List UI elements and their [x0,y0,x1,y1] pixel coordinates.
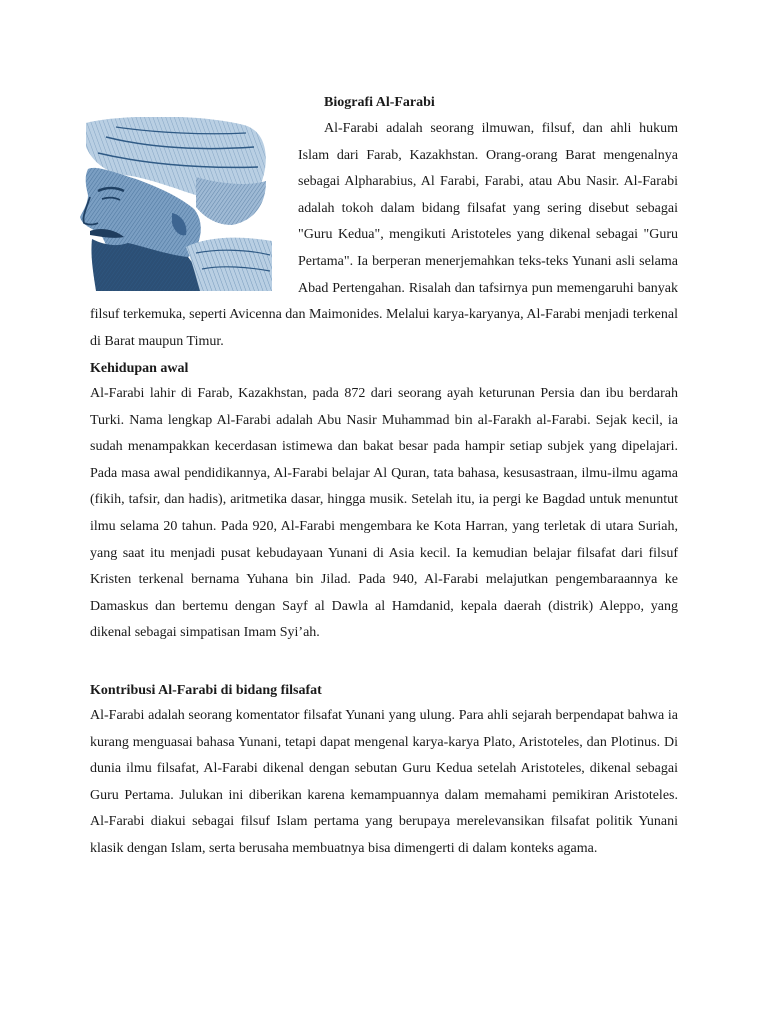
portrait-float-spacer [90,116,298,302]
intro-block [90,116,678,355]
intro-paragraph: Al-Farabi adalah seorang ilmuwan, filsuf, dan ahli hukum Islam dari Farab, Kazakhstan. Orang-orang Barat mengenalnya sebagai Alpharabius, Al Farabi, Farabi, atau Abu Nasir. Al-Farabi adalah tokoh dalam bidang filsafat yang sering disebut sebagai "Guru Kedua", mengikuti Aristoteles yang dikenal sebagai "Guru Pertama". Ia berperan menerjemahkan teks-teks Yunani asli selama Abad Pertengahan. Risalah dan tafsirnya pun memengaruhi banyak filsuf terkemuka, seperti Avicenna dan Maimonides. Melalui karya-karyanya, Al-Farabi menjadi terkenal di Barat maupun Timur. [90,121,678,349]
section-paragraph: Al-Farabi lahir di Farab, Kazakhstan, pada 872 dari seorang ayah keturunan Persia dan ibu berdarah Turki. Nama lengkap Al-Farabi adalah Abu Nasir Muhammad bin al-Farakh al-Farabi. Sejak kecil, ia sudah menampakkan kecerdasan istimewa dan bakat besar pada hampir setiap subjek yang dipelajari. Pada masa awal pendidikannya, Al-Farabi belajar Al Quran, tata bahasa, kesusastraan, ilmu-ilmu agama (fikih, tafsir, dan hadis), aritmetika dasar, hingga musik. Setelah itu, ia pergi ke Bagdad untuk menuntut ilmu selama 20 tahun. Pada 920, Al-Farabi mengembara ke Kota Harran, yang terletak di utara Suriah, yang saat itu menjadi pusat kebudayaan Yunani di Asia kecil. Ia kemudian belajar filsafat dari filsuf Kristen terkenal bernama Yuhana bin Jilad. Pada 940, Al-Farabi melajutkan pengembaraannya ke Damaskus dan bertemu dengan Sayf al Dawla al Hamdanid, kepala daerah (distrik) Aleppo, yang dikenal sebagai simpatisan Imam Syi’ah. [90,386,678,641]
section-philosophy [90,682,678,863]
section-heading: Kehidupan awal [90,361,189,376]
document-title: Biografi Al-Farabi [324,95,435,110]
section-early-life [90,360,678,647]
section-paragraph: Al-Farabi adalah seorang komentator filsafat Yunani yang ulung. Para ahli sejarah berpendapat bahwa ia kurang menguasai bahasa Yunani, tetapi dapat mengenal karya-karya Plato, Aristoteles, dan Plotinus. Di dunia ilmu filsafat, Al-Farabi dikenal dengan sebutan Guru Kedua setelah Aristoteles, dikenal sebagai Guru Pertama. Julukan ini diberikan karena kemampuannya dalam memahami pemikiran Aristoteles. Al-Farabi diakui sebagai filsuf Islam pertama yang berupaya merelevansikan filsafat politik Yunani klasik dengan Islam, serta berusaha membuatnya bisa dimengerti di dalam konteks agama. [90,708,678,856]
section-heading: Kontribusi Al-Farabi di bidang filsafat [90,683,322,698]
